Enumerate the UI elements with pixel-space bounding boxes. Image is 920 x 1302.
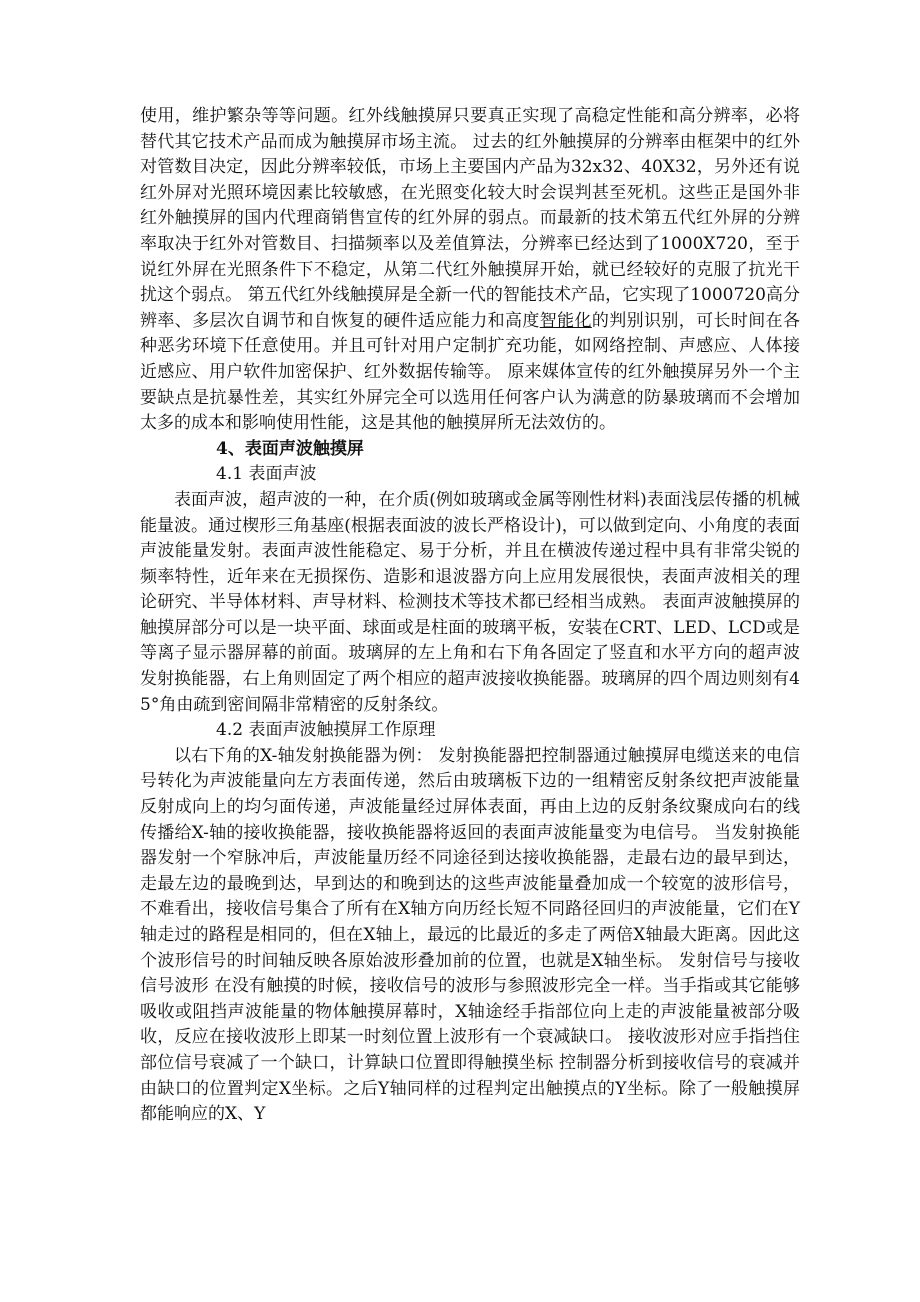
document-body — [140, 104, 800, 1128]
paragraph-infrared-rest: 的判别识别，可长时间在各种恶劣环境下任意使用。并且可针对用户定制扩充功能，如网络控制、声感应、人体接近感应、用户软件加密保护、红外数据传输等。 原来媒体宣传的红外触摸屏另外一个主要缺点是抗暴性差，其实红外屏完全可以选用任何客户认为满意的防暴玻璃而不会增加太多的成本和影响使用性能，这是其他的触摸屏所无法效仿的。 — [140, 310, 801, 434]
section-heading-4-2: 4.2 表面声波触摸屏工作原理 — [216, 720, 436, 741]
smart-link[interactable]: 智能化 — [539, 310, 592, 331]
section-heading-4: 4、表面声波触摸屏 — [216, 438, 364, 459]
paragraph-infrared-text: 使用，维护繁杂等等问题。红外线触摸屏只要真正实现了高稳定性能和高分辨率，必将替代其它技术产品而成为触摸屏市场主流。 过去的红外触摸屏的分辨率由框架中的红外对管数目决定，因此分辨率较低，市场上主要国内产品为32x32、40X32，另外还有说红外屏对光照环境因素比较敏感，在光照变化较大时会误判甚至死机。这些正是国外非红外触摸屏的国内代理商销售宣传的红外屏的弱点。而最新的技术第五代红外屏的分辨率取决于红外对管数目、扫描频率以及差值算法，分辨率已经达到了1000X720，至于说红外屏在光照条件下不稳定，从第二代红外触摸屏开始，就已经较好的克服了抗光干扰这个弱点。 第五代红外线触摸屏是全新一代的智能技术产品，它实现了1000720高分辨率、多层次自调节和自恢复的硬件适应能力和高度 — [140, 106, 800, 331]
paragraph-infrared — [140, 104, 800, 437]
section-heading-4-1: 4.1 表面声波 — [216, 464, 317, 485]
paragraph-working-principle: 以右下角的X-轴发射换能器为例： 发射换能器把控制器通过触摸屏电缆送来的电信号转化为声波能量向左方表面传递，然后由玻璃板下边的一组精密反射条纹把声波能量反射成向上的均匀面传递，声波能量经过屏体表面，再由上边的反射条纹聚成向右的线传播给X-轴的接收换能器，接收换能器将返回的表面声波能量变为电信号。 当发射换能器发射一个窄脉冲后，声波能量历经不同途径到达接收换能器，走最右边的最早到达，走最左边的最晚到达，早到达的和晚到达的这些声波能量叠加成一个较宽的波形信号，不难看出，接收信号集合了所有在X轴方向历经长短不同路径回归的声波能量，它们在Y轴走过的路程是相同的，但在X轴上，最远的比最近的多走了两倍X轴最大距离。因此这个波形信号的时间轴反映各原始波形叠加前的位置，也就是X轴坐标。 发射信号与接收信号波形 在没有触摸的时候，接收信号的波形与参照波形完全一样。当手指或其它能够吸收或阻挡声波能量的物体触摸屏幕时，X轴途经手指部位向上走的声波能量被部分吸收，反应在接收波形上即某一时刻位置上波形有一个衰减缺口。 接收波形对应手指挡住部位信号衰减了一个缺口，计算缺口位置即得触摸坐标 控制器分析到接收信号的衰减并由缺口的位置判定X坐标。之后Y轴同样的过程判定出触摸点的Y坐标。除了一般触摸屏都能响应的X、Y — [140, 745, 800, 1125]
paragraph-surface-wave: 表面声波，超声波的一种，在介质(例如玻璃或金属等刚性材料)表面浅层传播的机械能量波。通过楔形三角基座(根据表面波的波长严格设计)，可以做到定向、小角度的表面声波能量发射。表面声波性能稳定、易于分析，并且在横波传递过程中具有非常尖锐的频率特性，近年来在无损探伤、造影和退波器方向上应用发展很快，表面声波相关的理论研究、半导体材料、声导材料、检测技术等技术都已经相当成熟。 表面声波触摸屏的触摸屏部分可以是一块平面、球面或是柱面的玻璃平板，安装在CRT、LED、LCD或是等离子显示器屏幕的前面。玻璃屏的左上角和右下角各固定了竖直和水平方向的超声波发射换能器，右上角则固定了两个相应的超声波接收换能器。玻璃屏的四个周边则刻有45°角由疏到密间隔非常精密的反射条纹。 — [140, 489, 800, 715]
